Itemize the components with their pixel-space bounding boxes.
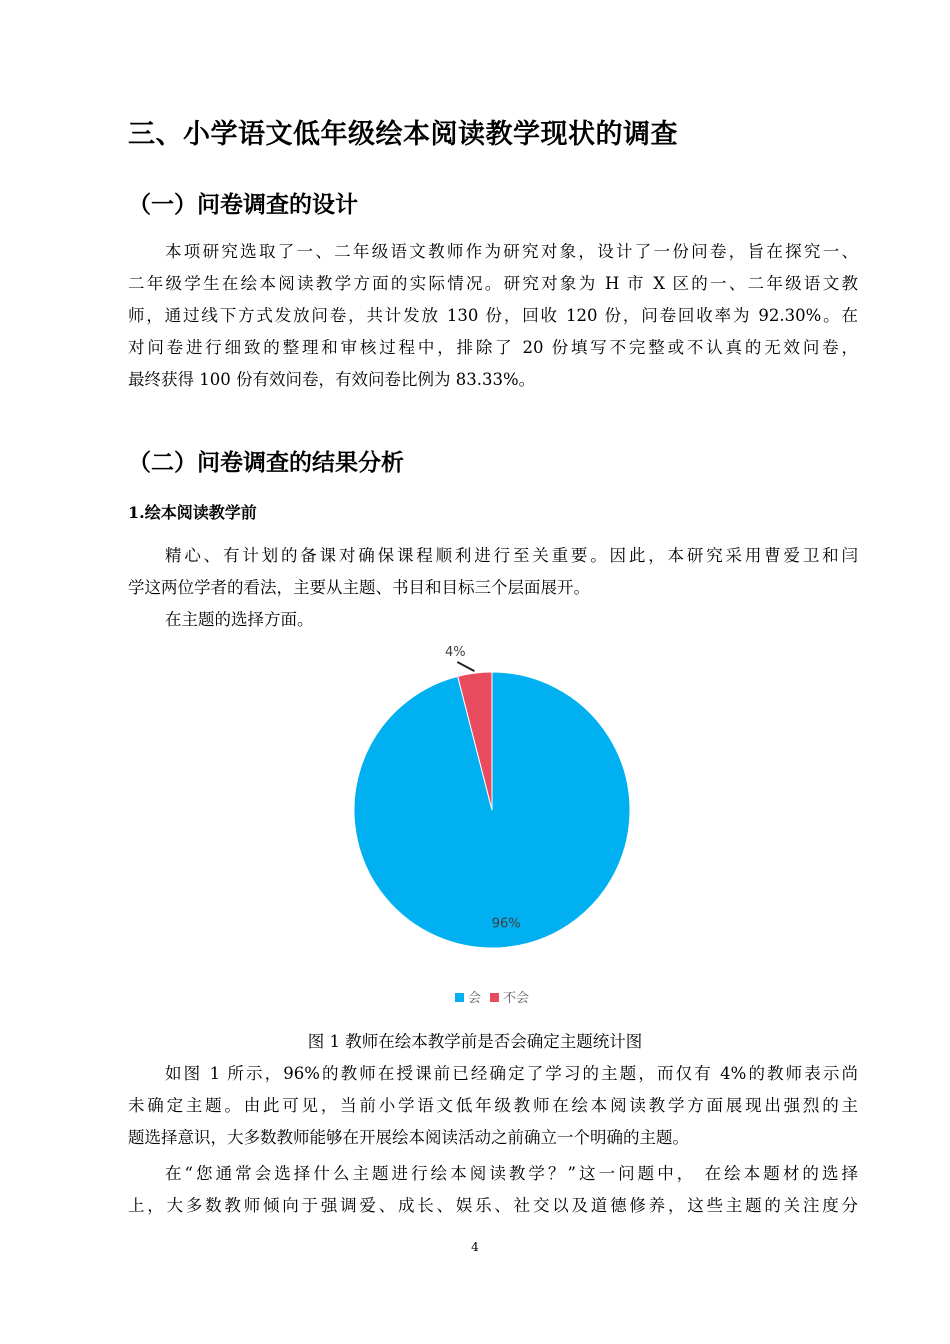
section2-title: （二）问卷调查的结果分析	[128, 450, 404, 476]
paragraph-line: 在主题的选择方面。	[165, 610, 314, 629]
legend-swatch-1	[455, 993, 464, 1002]
paragraph-line: 如图 1 所示，96%的教师在授课前已经确定了学习的主题，而仅有 4%的教师表示尚	[165, 1064, 858, 1083]
paragraph-line: 学这两位学者的看法，主要从主题、书目和目标三个层面展开。	[128, 578, 590, 597]
main-heading: 三、小学语文低年级绘本阅读教学现状的调查	[128, 119, 678, 150]
section2-paragraph-1	[128, 540, 858, 604]
paragraph-line: 师，通过线下方式发放问卷，共计发放 130 份，回收 120 份，问卷回收率为 92.30%。在	[128, 306, 858, 325]
page-number: 4	[471, 1240, 479, 1254]
section1-title: （一）问卷调查的设计	[128, 192, 358, 218]
paragraph-line: 未确定主题。由此可见，当前小学语文低年级教师在绘本阅读教学方面展现出强烈的主	[128, 1096, 858, 1115]
legend-swatch-2	[490, 993, 499, 1002]
section2-paragraph-2	[128, 604, 858, 636]
paragraph-line: 本项研究选取了一、二年级语文教师作为研究对象，设计了一份问卷，旨在探究一、	[165, 242, 858, 261]
paragraph-line: 对问卷进行细致的整理和审核过程中，排除了 20 份填写不完整或不认真的无效问卷，	[128, 338, 858, 357]
paragraph-line: 精心、有计划的备课对确保课程顺利进行至关重要。因此，本研究采用曹爱卫和闫	[165, 546, 858, 565]
paragraph-line: 上，大多数教师倾向于强调爱、成长、娱乐、社交以及道德修养，这些主题的关注度分	[128, 1196, 858, 1215]
section2-paragraph-4	[128, 1158, 858, 1222]
pie-chart-svg	[330, 640, 650, 1020]
pie-leader-line-2	[457, 662, 474, 671]
section2-paragraph-3	[128, 1058, 858, 1154]
figure-caption: 图 1 教师在绘本教学前是否会确定主题统计图	[307, 1032, 643, 1051]
paragraph-line: 在“您通常会选择什么主题进行绘本阅读教学？”这一问题中， 在绘本题材的选择	[165, 1164, 858, 1183]
legend-label-2: 不会	[503, 991, 530, 1006]
subsection-title: 1.绘本阅读教学前	[128, 503, 257, 522]
paragraph-line: 最终获得 100 份有效问卷，有效问卷比例为 83.33%。	[128, 370, 536, 389]
paragraph-line: 题选择意识，大多数教师能够在开展绘本阅读活动之前确立一个明确的主题。	[128, 1128, 689, 1147]
pie-data-label-1: 96%	[491, 916, 521, 932]
pie-chart	[330, 640, 650, 1020]
paragraph-line: 二年级学生在绘本阅读教学方面的实际情况。研究对象为 H 市 X 区的一、二年级语文教	[128, 274, 858, 293]
section1-paragraph	[128, 236, 858, 396]
pie-data-label-2: 4%	[444, 645, 466, 661]
legend-label-1: 会	[468, 991, 482, 1006]
